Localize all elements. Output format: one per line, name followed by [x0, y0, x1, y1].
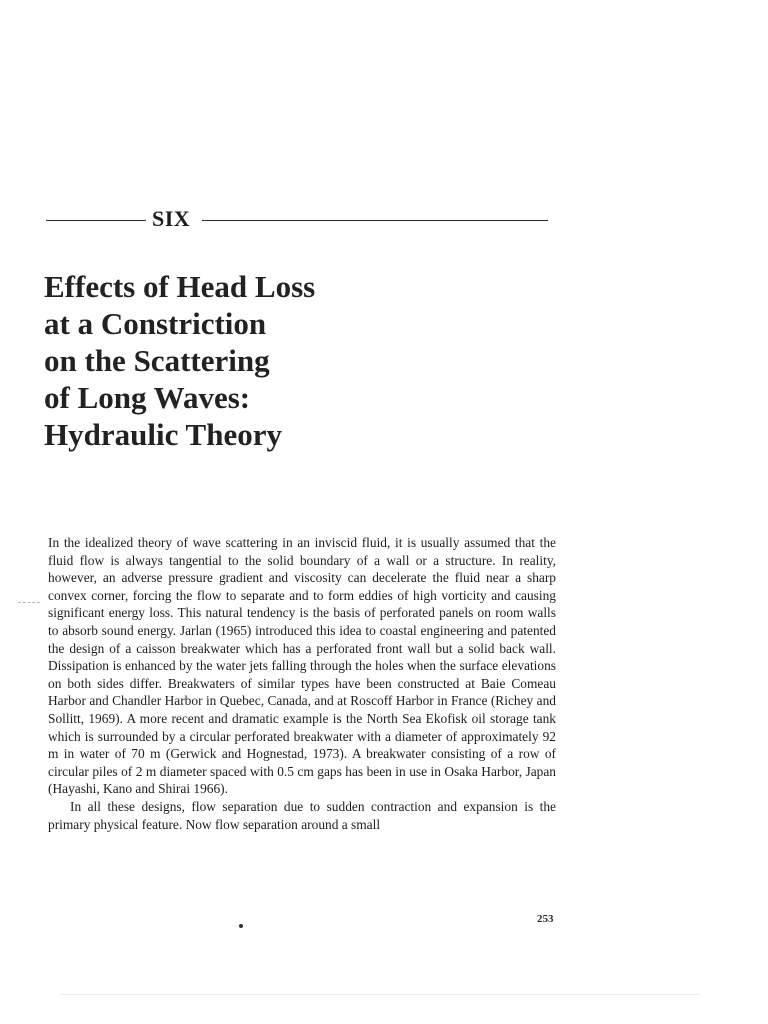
chapter-title-line: Effects of Head Loss	[44, 269, 316, 304]
body-text	[48, 534, 556, 833]
chapter-title	[44, 268, 464, 453]
chapter-title-line: on the Scattering	[44, 343, 270, 378]
chapter-title-line: at a Constriction	[44, 306, 267, 341]
rule-left	[46, 220, 146, 221]
chapter-title-line: Hydraulic Theory	[44, 417, 282, 452]
chapter-title-line: of Long Waves:	[44, 380, 251, 415]
chapter-heading-rule	[46, 206, 550, 232]
page-number: 253	[537, 913, 554, 925]
chapter-number: SIX	[152, 206, 191, 231]
paragraph-2: In all these designs, flow separation due to sudden contraction and expansion is the primary physical feature. Now flow separation around a small	[48, 798, 556, 832]
paragraph-1: In the idealized theory of wave scattering in an inviscid fluid, it is usually assumed that the fluid flow is always tangential to the solid boundary of a wall or a structure. In reality, however, an adverse pressure gradient and viscosity can decelerate the fluid near a sharp convex corner, forcing the flow to separate and to form eddies of high vorticity and causing significant energy loss. This natural tendency is the basis of perforated panels on room walls to absorb sound energy. Jarlan (1965) introduced this idea to coastal engineering and patented the design of a caisson breakwater which has a perforated front wall but a solid back wall. Dissipation is enhanced by the water jets falling through the holes when the surface elevations on both sides differ. Breakwaters of similar types have been constructed at Baie Comeau Harbor and Chandler Harbor in Quebec, Canada, and at Roscoff Harbor in France (Richey and Sollitt, 1969). A more recent and dramatic example is the North Sea Ekofisk oil storage tank which is surrounded by a circular perforated breakwater with a diameter of approximately 92 m in water of 70 m (Gerwick and Hognestad, 1973). A breakwater consisting of a row of circular piles of 2 m diameter spaced with 0.5 cm gaps has been in use in Osaka Harbor, Japan (Hayashi, Kano and Shirai 1966).	[48, 535, 556, 797]
footer-dot	[239, 924, 243, 928]
rule-right	[202, 220, 548, 221]
margin-scan-mark	[18, 602, 40, 603]
bottom-scan-line	[60, 994, 700, 995]
